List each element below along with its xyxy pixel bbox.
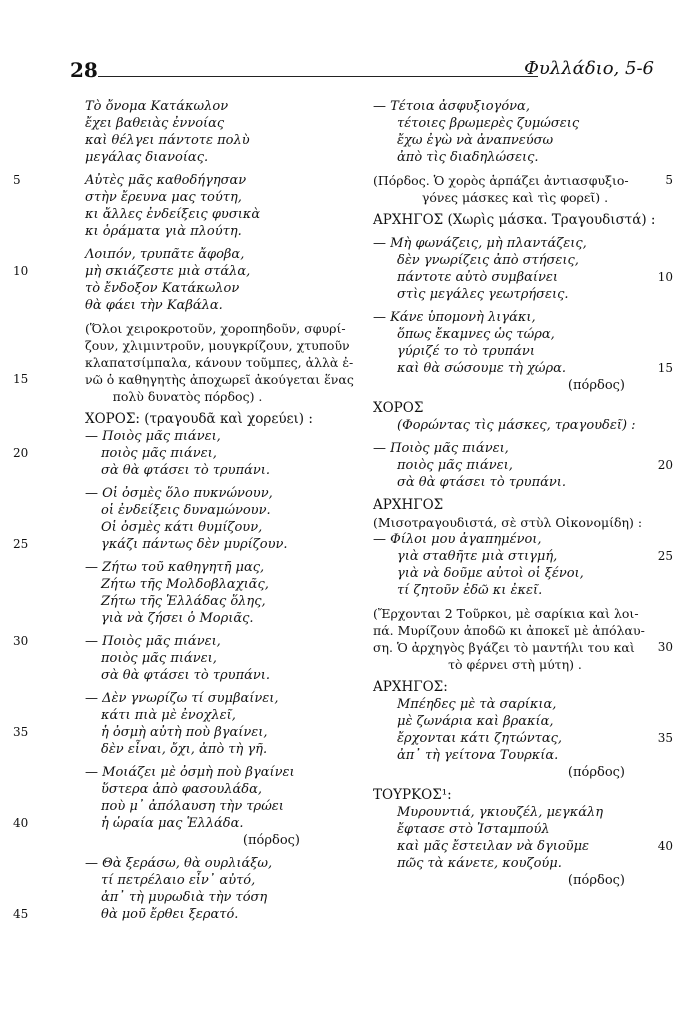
line-number: 45 bbox=[13, 907, 29, 921]
verse-block bbox=[13, 855, 340, 923]
line-text: — Δὲν γνωρίζω τί συμβαίνει, bbox=[85, 691, 279, 706]
line-text: Αὐτὲς μᾶς καθοδήγησαν bbox=[85, 173, 247, 188]
line-number: 5 bbox=[665, 173, 673, 187]
verse-block bbox=[13, 764, 340, 849]
text-line bbox=[365, 98, 665, 115]
text-line bbox=[365, 360, 673, 377]
text-line bbox=[13, 906, 340, 923]
page-header bbox=[70, 58, 654, 82]
line-text: ποιὸς μᾶς πιάνει, bbox=[397, 458, 513, 473]
line-text: κλαπατσίμπαλα, κάνουν τοῦμπες, ἀλλὰ ἐ- bbox=[85, 355, 354, 370]
line-text: γόνες μάσκες καὶ τὶς φορεῖ) . bbox=[421, 190, 609, 205]
line-text: ἀπὸ τὶς διαδηλώσεις. bbox=[397, 150, 539, 165]
text-line bbox=[365, 440, 665, 457]
text-line bbox=[365, 377, 665, 394]
verse-block bbox=[13, 172, 340, 240]
line-text: ΧΟΡΟΣ: (τραγουδᾶ καὶ χορεύει) : bbox=[85, 411, 313, 427]
text-line bbox=[35, 872, 340, 889]
text-line bbox=[35, 462, 340, 479]
text-line bbox=[365, 713, 665, 730]
line-text: — Ποιὸς μᾶς πιάνει, bbox=[85, 429, 221, 444]
line-number: 35 bbox=[13, 725, 29, 739]
line-text: (Ὅλοι χειροκροτοῦν, χοροπηδοῦν, σφυρί- bbox=[85, 321, 346, 336]
line-text: — Μὴ φωνάζεις, μὴ πλαντάζεις, bbox=[373, 236, 587, 251]
verse-block bbox=[13, 411, 340, 479]
line-number: 35 bbox=[657, 731, 673, 745]
line-text: τέτοιες βρωμερὲς ζυμώσεις bbox=[397, 116, 580, 131]
text-line bbox=[13, 371, 354, 388]
text-line bbox=[13, 263, 340, 280]
line-text: δὲν εἶναι, ὄχι, ἀπὸ τὴ γῆ. bbox=[101, 742, 268, 757]
line-text: μὴ σκιάζεστε μιὰ στάλα, bbox=[85, 264, 251, 279]
line-number: 20 bbox=[657, 458, 673, 472]
verse-block bbox=[365, 235, 673, 303]
line-text: — Ποιὸς μᾶς πιάνει, bbox=[373, 441, 509, 456]
text-line bbox=[35, 149, 340, 166]
line-text: — Μοιάζει μὲ ὀσμὴ ποὺ βγαίνει bbox=[85, 765, 295, 780]
line-number: 25 bbox=[657, 549, 673, 563]
line-text: (Ἔρχονται 2 Τοῦρκοι, μὲ σαρίκια καὶ λοι- bbox=[373, 606, 639, 621]
line-text: ση. Ὁ ἀρχηγὸς βγάζει τὸ μαντήλι του καὶ bbox=[373, 640, 635, 655]
text-line bbox=[365, 747, 665, 764]
verse-block bbox=[365, 605, 673, 673]
line-text: τὸ ἔνδοξον Κατάκωλον bbox=[85, 281, 240, 296]
verse-block bbox=[13, 485, 340, 553]
line-text: στὴν ἔρευνα μας τούτη, bbox=[85, 190, 242, 205]
text-line bbox=[365, 252, 665, 269]
line-text: τί πετρέλαιο εἶν᾽ αὐτό, bbox=[101, 873, 256, 888]
line-text: κάτι πιὰ μὲ ἐνοχλεῖ, bbox=[101, 708, 236, 723]
header-rule bbox=[98, 76, 538, 77]
text-line bbox=[365, 679, 665, 696]
text-line bbox=[365, 730, 673, 747]
text-line bbox=[365, 639, 673, 656]
line-text: Οἱ ὀσμὲς κάτι θυμίζουν, bbox=[101, 520, 263, 535]
text-line bbox=[35, 115, 340, 132]
line-text: ΤΟΥΡΚΟΣ¹: bbox=[373, 787, 452, 803]
left-column bbox=[13, 98, 354, 929]
verse-block bbox=[35, 98, 340, 166]
text-line bbox=[35, 320, 346, 337]
line-text: — Τέτοια ἀσφυξιογόνα, bbox=[373, 99, 530, 114]
text-line bbox=[365, 804, 665, 821]
text-line bbox=[365, 764, 665, 781]
line-text: ΧΟΡΟΣ bbox=[373, 400, 424, 416]
text-line bbox=[365, 872, 665, 889]
line-text: ἔχω ἐγὼ νὰ ἀναπνεύσω bbox=[397, 133, 554, 148]
text-line bbox=[365, 417, 665, 434]
text-line bbox=[365, 132, 665, 149]
line-text: σὰ θὰ φτάσει τὸ τρυπάνι. bbox=[101, 668, 271, 683]
line-number: 30 bbox=[657, 640, 673, 654]
line-text: μὲ ζωνάρια καὶ βρακία, bbox=[397, 714, 554, 729]
page-number: 28 bbox=[70, 58, 98, 82]
line-text: ἡ ὡραία μας Ἑλλάδα. bbox=[101, 816, 244, 831]
text-line bbox=[35, 798, 340, 815]
text-line bbox=[35, 741, 340, 758]
line-text: ποιὸς μᾶς πιάνει, bbox=[101, 446, 217, 461]
line-text: γιὰ σταθῆτε μιὰ στιγμή, bbox=[397, 549, 558, 564]
line-text: (πόρδος) bbox=[567, 765, 625, 780]
text-line bbox=[365, 696, 665, 713]
verse-block bbox=[365, 440, 673, 491]
line-text: (πόρδος) bbox=[567, 873, 625, 888]
line-number: 5 bbox=[13, 173, 21, 187]
text-line bbox=[365, 235, 665, 252]
text-line bbox=[35, 189, 340, 206]
line-number: 25 bbox=[13, 537, 29, 551]
text-line bbox=[35, 223, 340, 240]
text-line bbox=[365, 531, 665, 548]
verse-block bbox=[365, 679, 673, 781]
line-text: (Μισοτραγουδιστά, σὲ στὺλ Οἰκονομίδη) : bbox=[373, 515, 643, 530]
line-text: — Φίλοι μου ἀγαπημένοι, bbox=[373, 532, 542, 547]
verse-block bbox=[365, 497, 673, 599]
text-line bbox=[35, 246, 340, 263]
line-text: ἡ ὀσμὴ αὐτὴ ποὺ βγαίνει, bbox=[101, 725, 268, 740]
verse-block bbox=[13, 246, 340, 314]
text-line bbox=[35, 855, 340, 872]
line-text: (Φορώντας τὶς μάσκες, τραγουδεῖ) : bbox=[397, 418, 636, 433]
line-text: ἀπ᾽ τὴ γείτονα Τουρκία. bbox=[397, 748, 559, 763]
line-text: ΑΡΧΗΓΟΣ bbox=[373, 497, 444, 513]
text-line bbox=[365, 548, 673, 565]
line-text: — Ποιὸς μᾶς πιάνει, bbox=[85, 634, 221, 649]
line-text: — Θὰ ξεράσω, θὰ ουρλιάξω, bbox=[85, 856, 273, 871]
line-text: κι ὁράματα γιὰ πλούτη. bbox=[85, 224, 242, 239]
text-line bbox=[13, 172, 340, 189]
text-line bbox=[35, 519, 340, 536]
text-line bbox=[35, 206, 340, 223]
line-text: — Ζήτω τοῦ καθηγητῆ μας, bbox=[85, 560, 265, 575]
line-text: ἔφτασε στὸ Ἰσταμπούλ bbox=[397, 822, 550, 837]
line-text: — Οἱ ὀσμὲς ὅλο πυκνώνουν, bbox=[85, 486, 273, 501]
line-text: γύριζέ το τὸ τρυπάνι bbox=[397, 344, 535, 359]
line-number: 15 bbox=[657, 361, 673, 375]
text-line bbox=[365, 400, 665, 417]
line-text: τὸ φέρνει στὴ μύτη) . bbox=[448, 657, 582, 672]
line-text: ΑΡΧΗΓΟΣ (Χωρὶς μάσκα. Τραγουδιστά) : bbox=[373, 212, 656, 228]
text-line bbox=[365, 115, 665, 132]
text-line bbox=[35, 297, 340, 314]
text-line bbox=[35, 132, 340, 149]
text-line bbox=[365, 787, 665, 804]
line-text: καὶ θέλγει πάντοτε πολὺ bbox=[85, 133, 250, 148]
text-line bbox=[365, 838, 673, 855]
line-text: στὶς μεγάλες γεωτρήσεις. bbox=[397, 287, 569, 302]
line-text: καὶ θὰ σώσουμε τὴ χώρα. bbox=[397, 361, 567, 376]
text-line bbox=[35, 388, 340, 405]
line-text: γιὰ νὰ ζήσει ὁ Μοριᾶς. bbox=[101, 611, 254, 626]
line-number: 30 bbox=[13, 634, 29, 648]
line-text: ἔρχονται κάτι ζητώντας, bbox=[397, 731, 563, 746]
text-line bbox=[365, 821, 665, 838]
line-text: πάντοτε αὐτὸ συμβαίνει bbox=[397, 270, 558, 285]
text-line bbox=[365, 212, 665, 229]
text-line bbox=[13, 724, 340, 741]
line-text: — Κάνε ὑπομονὴ λιγάκι, bbox=[373, 310, 536, 325]
text-line bbox=[35, 764, 340, 781]
text-line bbox=[365, 582, 665, 599]
text-line bbox=[13, 445, 340, 462]
verse-block bbox=[365, 98, 665, 166]
line-text: Μυρουντιά, γκιουζέλ, μεγκάλη bbox=[397, 805, 603, 820]
text-line bbox=[35, 650, 340, 667]
text-line bbox=[35, 428, 340, 445]
verse-block bbox=[365, 172, 673, 206]
text-line bbox=[365, 855, 665, 872]
text-line bbox=[35, 690, 340, 707]
line-text: τί ζητοῦν ἐδῶ κι ἐκεῖ. bbox=[397, 583, 543, 598]
text-line bbox=[35, 485, 340, 502]
line-number: 10 bbox=[657, 270, 673, 284]
line-text: θὰ μοῦ ἔρθει ξερατό. bbox=[101, 907, 239, 922]
line-text: ὅπως ἔκαμνες ὡς τώρα, bbox=[397, 327, 555, 342]
line-text: πολὺ δυνατὸς πόρδος) . bbox=[112, 389, 263, 404]
line-text: ὕστερα ἀπὸ φασουλάδα, bbox=[101, 782, 263, 797]
line-text: πῶς τὰ κάνετε, κουζούμ. bbox=[397, 856, 562, 871]
text-line bbox=[35, 610, 340, 627]
line-text: Ζήτω τῆς Ἑλλάδας ὅλης, bbox=[101, 594, 266, 609]
line-text: καὶ μᾶς ἔστειλαν νὰ δγιοῦμε bbox=[397, 839, 590, 854]
line-text: ποιὸς μᾶς πιάνει, bbox=[101, 651, 217, 666]
text-line bbox=[365, 286, 665, 303]
line-text: δὲν γνωρίζεις ἀπὸ στήσεις, bbox=[397, 253, 579, 268]
line-text: ἀπ᾽ τὴ μυρωδιὰ τὴν τόση bbox=[101, 890, 268, 905]
verse-block bbox=[365, 787, 673, 889]
text-line bbox=[13, 815, 340, 832]
line-number: 20 bbox=[13, 446, 29, 460]
text-line bbox=[35, 411, 340, 428]
line-text: γκάζι πάντως δὲν μυρίζουν. bbox=[101, 537, 288, 552]
line-text: πά. Μυρίζουν ἀποδῶ κι ἀποκεῖ μὲ ἀπόλαυ- bbox=[373, 623, 645, 638]
verse-block bbox=[35, 559, 340, 627]
verse-block bbox=[13, 320, 354, 405]
text-line bbox=[35, 576, 340, 593]
line-text: (Πόρδος. Ὁ χορὸς ἁρπάζει ἀντιασφυξιο- bbox=[373, 173, 629, 188]
line-text: μεγάλας διανοίας. bbox=[85, 150, 209, 165]
line-text: γιὰ νὰ δοῦμε αὐτοὶ οἱ ξένοι, bbox=[397, 566, 584, 581]
line-text: ΑΡΧΗΓΟΣ: bbox=[373, 679, 448, 695]
line-text: Τὸ ὄνομα Κατάκωλον bbox=[85, 99, 229, 114]
text-line bbox=[35, 98, 340, 115]
text-line bbox=[35, 280, 340, 297]
line-text: νῶ ὁ καθηγητὴς ἀποχωρεῖ ἀκούγεται ἕνας bbox=[85, 372, 354, 387]
text-line bbox=[35, 502, 340, 519]
verse-block bbox=[365, 212, 665, 229]
text-line bbox=[35, 354, 354, 371]
text-line bbox=[365, 149, 665, 166]
text-line bbox=[365, 189, 665, 206]
text-line bbox=[35, 889, 340, 906]
text-line bbox=[365, 326, 665, 343]
text-line bbox=[365, 605, 665, 622]
line-text: Ζήτω τῆς Μολδοβλαχιᾶς, bbox=[101, 577, 269, 592]
text-line bbox=[365, 269, 673, 286]
text-line bbox=[13, 633, 340, 650]
text-line bbox=[35, 707, 340, 724]
text-line bbox=[35, 559, 340, 576]
text-line bbox=[365, 497, 665, 514]
line-number: 10 bbox=[13, 264, 29, 278]
page-title: Φυλλάδιο, 5-6 bbox=[524, 58, 654, 79]
verse-block bbox=[13, 690, 340, 758]
line-text: θὰ φάει τὴν Καβάλα. bbox=[85, 298, 223, 313]
text-line bbox=[13, 536, 340, 553]
text-line bbox=[35, 667, 340, 684]
line-text: ζουν, χλιμιντροῦν, μουγκρίζουν, χτυποῦν bbox=[85, 338, 350, 353]
text-line bbox=[365, 656, 665, 673]
text-line bbox=[365, 343, 665, 360]
text-line bbox=[35, 781, 340, 798]
text-line bbox=[35, 337, 350, 354]
verse-block bbox=[13, 633, 340, 684]
line-text: Μπέηδες μὲ τὰ σαρίκια, bbox=[397, 697, 557, 712]
text-line bbox=[35, 593, 340, 610]
line-number: 40 bbox=[13, 816, 29, 830]
verse-block bbox=[365, 309, 673, 394]
line-text: ποὺ μ᾽ ἀπόλαυση τὴν τρώει bbox=[101, 799, 284, 814]
right-column bbox=[365, 98, 673, 895]
line-number: 15 bbox=[13, 372, 29, 386]
line-text: σὰ θὰ φτάσει τὸ τρυπάνι. bbox=[397, 475, 567, 490]
line-text: σὰ θὰ φτάσει τὸ τρυπάνι. bbox=[101, 463, 271, 478]
line-text: Λοιπόν, τρυπᾶτε ἄφοβα, bbox=[85, 247, 245, 262]
verse-block bbox=[365, 400, 665, 434]
text-line bbox=[365, 309, 665, 326]
line-text: κι ἄλλες ἐνδείξεις φυσικὰ bbox=[85, 207, 261, 222]
line-text: (πόρδος) bbox=[567, 378, 625, 393]
line-text: ἔχει βαθειὰς ἐννοίας bbox=[85, 116, 225, 131]
text-line bbox=[365, 457, 673, 474]
line-number: 40 bbox=[657, 839, 673, 853]
text-line bbox=[365, 514, 665, 531]
text-line bbox=[365, 172, 673, 189]
line-text: οἱ ἐνδείξεις δυναμώνουν. bbox=[101, 503, 271, 518]
line-text: (πόρδος) bbox=[242, 833, 300, 848]
text-line bbox=[365, 474, 665, 491]
text-line bbox=[365, 565, 665, 582]
text-line bbox=[35, 832, 340, 849]
text-line bbox=[365, 622, 665, 639]
